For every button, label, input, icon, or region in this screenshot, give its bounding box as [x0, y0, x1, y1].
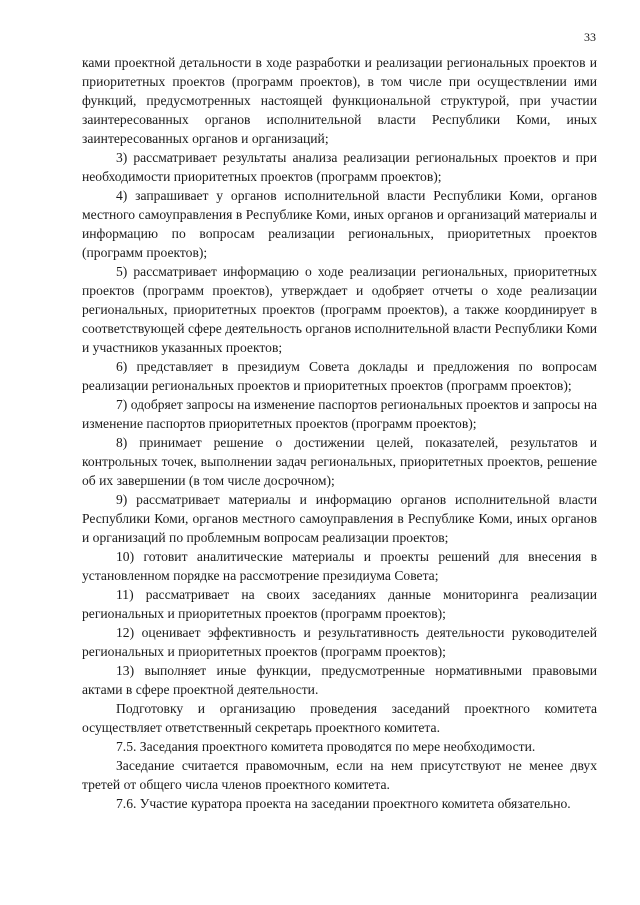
paragraph-secretary: Подготовку и организацию проведения заседаний проектного комитета осуществляет ответственный секретарь проектного комитета. [82, 701, 597, 735]
paragraph-item-12: 12) оценивает эффективность и результативность деятельности руководителей региональных и приоритетных проектов (программ проектов); [82, 625, 597, 659]
paragraph-item-6: 6) представляет в президиум Совета доклады и предложения по вопросам реализации региональных проектов и приоритетных проектов (программ проектов); [82, 359, 597, 393]
paragraph-item-8: 8) принимает решение о достижении целей, показателей, результатов и контрольных точек, выполнении задач региональных, приоритетных проектов, решение об их завершении (в том числе досрочном); [82, 435, 597, 488]
paragraph-quorum: Заседание считается правомочным, если на нем присутствуют не менее двух третей от общего числа членов проектного комитета. [82, 758, 597, 792]
document-body [82, 53, 597, 813]
page-number: 33 [584, 30, 596, 44]
paragraph-item-5: 5) рассматривает информацию о ходе реализации региональных, приоритетных проектов (программ проектов), утверждает и одобряет отчеты о ходе реализации региональных, приоритетных проектов (программ проектов), а также координирует в соответствующей сфере деятельность органов исполнительной власти Республики Коми и участников указанных проектов; [82, 264, 597, 355]
paragraph-item-7: 7) одобряет запросы на изменение паспортов региональных проектов и запросы на изменение паспортов приоритетных проектов (программ проектов); [82, 397, 598, 431]
paragraph-item-4: 4) запрашивает у органов исполнительной власти Республики Коми, органов местного самоуправления в Республике Коми, иных органов и организаций материалы и информацию по вопросам реализации региональных, приоритетных проектов (программ проектов); [82, 188, 597, 260]
paragraph-item-9: 9) рассматривает материалы и информацию органов исполнительной власти Республики Коми, органов местного самоуправления в Республике Коми, иных органов и организаций по проблемным вопросам реализации проектов; [82, 492, 597, 545]
paragraph-item-3: 3) рассматривает результаты анализа реализации региональных проектов и при необходимости приоритетных проектов (программ проектов); [82, 150, 597, 184]
paragraph-continuation: ками проектной детальности в ходе разработки и реализации региональных проектов и приоритетных проектов (программ проектов), в том числе при осуществлении ими функций, предусмотренных настоящей функциональной структурой, при участии заинтересованных органов исполнительной власти Республики Коми, иных заинтересованных органов и организаций; [82, 55, 597, 146]
paragraph-item-10: 10) готовит аналитические материалы и проекты решений для внесения в установленном порядке на рассмотрение президиума Совета; [82, 549, 597, 583]
paragraph-section-7-5: 7.5. Заседания проектного комитета проводятся по мере необходимости. [116, 739, 536, 754]
paragraph-item-13: 13) выполняет иные функции, предусмотренные нормативными правовыми актами в сфере проектной деятельности. [82, 663, 597, 697]
paragraph-section-7-6: 7.6. Участие куратора проекта на заседании проектного комитета обязательно. [116, 796, 571, 811]
paragraph-item-11: 11) рассматривает на своих заседаниях данные мониторинга реализации региональных и приоритетных проектов (программ проектов); [82, 587, 597, 621]
